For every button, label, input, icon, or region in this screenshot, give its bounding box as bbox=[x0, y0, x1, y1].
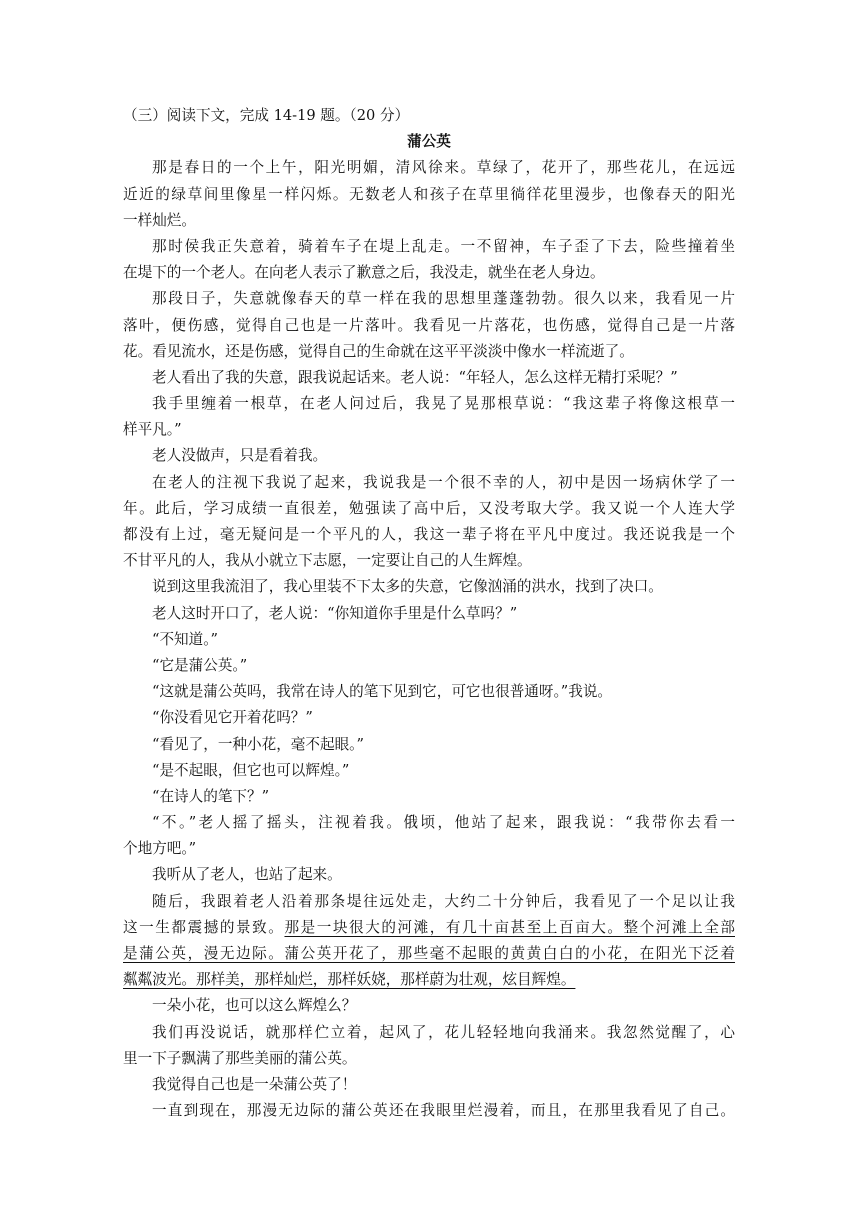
text-line: 一直到现在，那漫无边际的蒲公英还在我眼里烂漫着，而且，在那里我看见了自己。 bbox=[152, 1102, 735, 1120]
text-line: “不。”老人摇了摇头，注视着我。俄顷，他站了起来，跟我说：“我带你去看一 bbox=[152, 814, 735, 832]
text-line: “你没看见它开着花吗？” bbox=[152, 709, 313, 727]
text-line: 老人看出了我的失意，跟我说起话来。老人说：“年轻人，怎么这样无精打采呢？” bbox=[152, 368, 678, 386]
text-line: “看见了，一种小花，毫不起眼。” bbox=[152, 735, 364, 753]
text-line: 落叶，便伤感，觉得自己也是一片落叶。我看见一片落花，也伤感，觉得自己是一片落 bbox=[123, 316, 735, 334]
text-line: 我听从了老人，也站了起来。 bbox=[152, 866, 342, 884]
text-line: 一朵小花，也可以这么辉煌么？ bbox=[152, 997, 357, 1015]
text-line bbox=[123, 967, 735, 993]
underlined-text: 是蒲公英，漫无边际。蒲公英开花了，那些毫不起眼的黄黄白白的小花，在阳光下泛着 bbox=[123, 945, 735, 962]
article-body bbox=[123, 155, 735, 1124]
article-title: 蒲公英 bbox=[407, 133, 451, 151]
text-line: “这就是蒲公英吗，我常在诗人的笔下见到它，可它也很普通呀。”我说。 bbox=[152, 683, 613, 701]
text-line: 老人这时开口了，老人说：“你知道你手里是什么草吗？” bbox=[152, 604, 518, 622]
text-line: 不甘平凡的人，我从小就立下志愿，一定要让自己的人生辉煌。 bbox=[123, 552, 532, 570]
text-line: 老人没做声，只是看着我。 bbox=[152, 447, 328, 465]
text-line: 那是春日的一个上午，阳光明媚，清风徐来。草绿了，花开了，那些花儿，在远远 bbox=[152, 159, 735, 177]
text-line: 花。看见流水，还是伤感，觉得自己的生命就在这平平淡淡中像水一样流逝了。 bbox=[123, 342, 634, 360]
text-line: “在诗人的笔下？” bbox=[152, 787, 270, 805]
text-line: 样平凡。” bbox=[123, 421, 182, 439]
text-line: 在老人的注视下我说了起来，我说我是一个很不幸的人，初中是因一场病休学了一 bbox=[152, 473, 735, 491]
text-line: 年。此后，学习成绩一直很差，勉强读了高中后，又没考取大学。我又说一个人连大学 bbox=[123, 499, 735, 517]
text-line bbox=[123, 915, 735, 941]
text-line: “是不起眼，但它也可以辉煌。” bbox=[152, 761, 350, 779]
text-line: 个地方吧。” bbox=[123, 840, 197, 858]
text-line: 说到这里我流泪了，我心里装不下太多的失意，它像汹涌的洪水，找到了决口。 bbox=[152, 578, 663, 596]
text-line: 近近的绿草间里像星一样闪烁。无数老人和孩子在草里徜徉花里漫步，也像春天的阳光 bbox=[123, 185, 735, 203]
text-line: “它是蒲公英。” bbox=[152, 656, 248, 674]
document-page bbox=[123, 103, 735, 1124]
section-heading: （三）阅读下文，完成 14-19 题。（20 分） bbox=[123, 107, 410, 124]
text-line: 都没有上过，毫无疑问是一个平凡的人，我这一辈子将在平凡中度过。我还说我是一个 bbox=[123, 526, 735, 543]
underlined-text: 那是一块很大的河滩，有几十亩甚至上百亩大。整个河滩上全部 bbox=[284, 918, 735, 936]
underlined-text: 粼粼波光。那样美，那样灿烂，那样妖娆，那样蔚为壮观，炫目辉煌。 bbox=[123, 971, 576, 989]
text-line: “不知道。” bbox=[152, 630, 218, 648]
text-line: 在堤下的一个老人。在向老人表示了歉意之后，我没走，就坐在老人身边。 bbox=[123, 264, 605, 282]
text-line: 一样灿烂。 bbox=[123, 211, 196, 229]
text-line: 里一下子飘满了那些美丽的蒲公英。 bbox=[123, 1049, 357, 1067]
text-line: 那段日子，失意就像春天的草一样在我的思想里蓬蓬勃勃。很久以来，我看见一片 bbox=[152, 290, 735, 308]
text-line: 我觉得自己也是一朵蒲公英了！ bbox=[152, 1075, 357, 1093]
text-line bbox=[123, 941, 735, 967]
text-line: 我手里缠着一根草，在老人问过后，我晃了晃那根草说：“我这辈子将像这根草一 bbox=[152, 395, 735, 413]
text-line: 随后，我跟着老人沿着那条堤往远处走，大约二十分钟后，我看见了一个足以让我 bbox=[152, 892, 735, 910]
text-segment: 这一生都震撼的景致。 bbox=[123, 918, 285, 936]
text-line: 那时侯我正失意着，骑着车子在堤上乱走。一不留神，车子歪了下去，险些撞着坐 bbox=[152, 237, 735, 255]
text-line: 我们再没说话，就那样伫立着，起风了，花儿轻轻地向我涌来。我忽然觉醒了，心 bbox=[152, 1023, 735, 1041]
